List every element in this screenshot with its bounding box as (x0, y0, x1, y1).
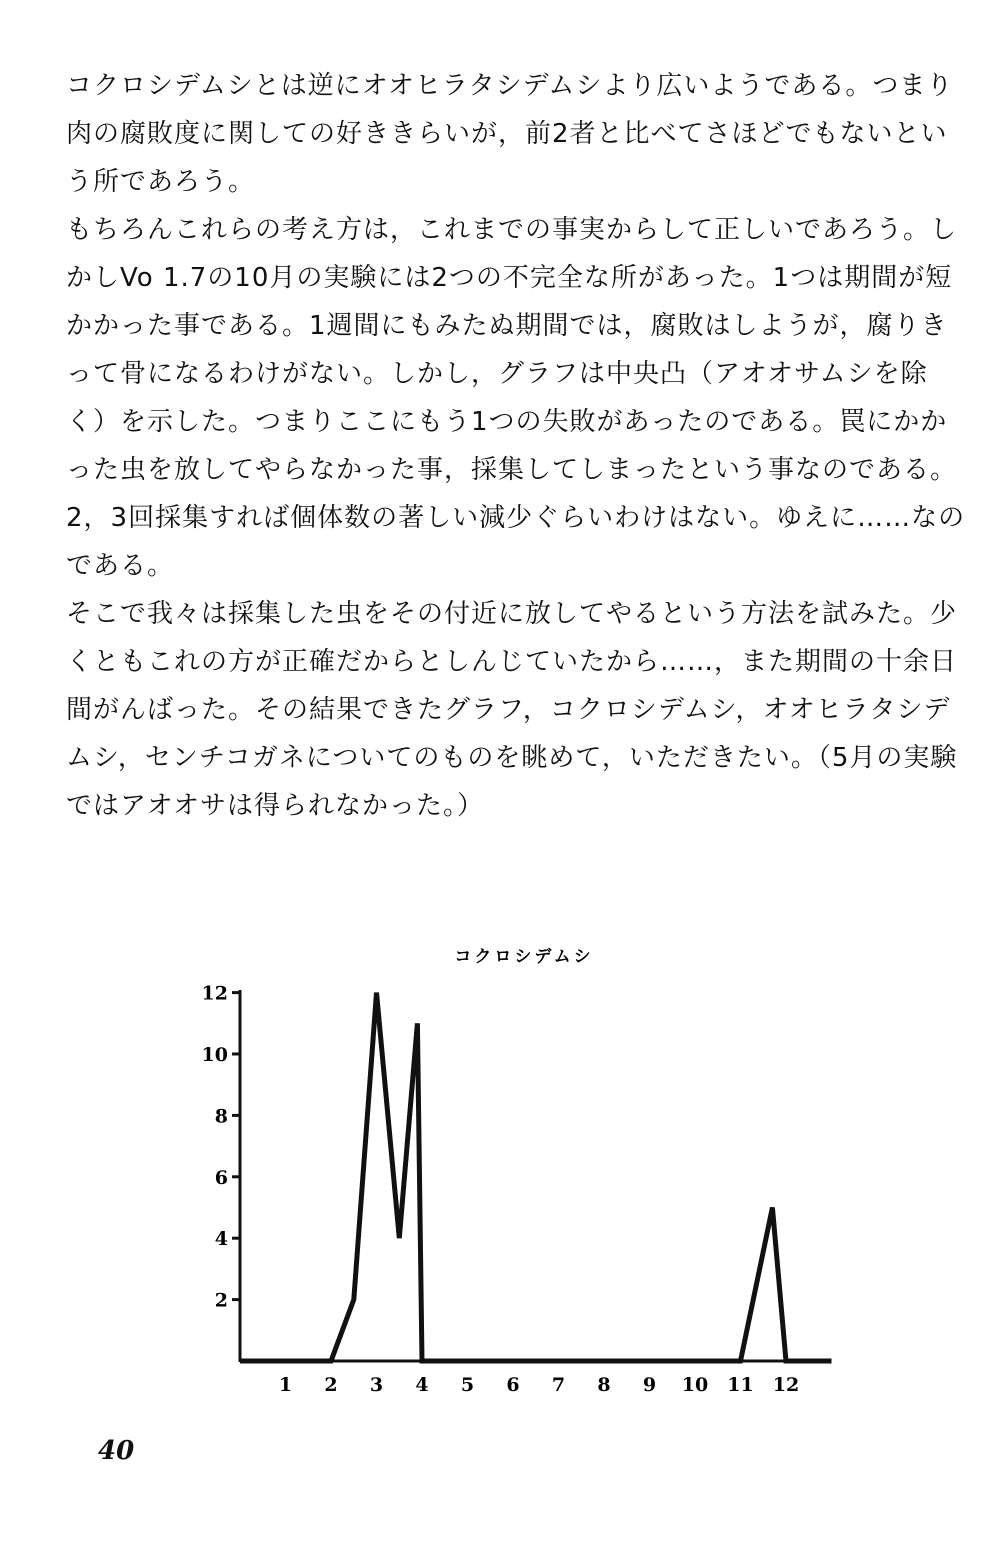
y-tick-label: 8 (214, 1105, 228, 1128)
x-tick-label: 3 (369, 1374, 384, 1396)
chart-title: コクロシデムシ (454, 947, 594, 967)
y-tick-label: 4 (214, 1228, 228, 1251)
y-tick-label: 2 (214, 1289, 228, 1312)
x-tick-label: 8 (597, 1374, 611, 1396)
y-tick-label: 12 (201, 982, 228, 1005)
x-tick-label: 6 (506, 1374, 520, 1396)
y-tick-label: 10 (201, 1044, 228, 1066)
x-tick-label: 7 (551, 1374, 566, 1396)
x-tick-label: 1 (278, 1374, 293, 1396)
x-tick-label: 5 (460, 1374, 475, 1396)
x-tick-label: 2 (324, 1374, 338, 1396)
y-tick-label: 6 (214, 1166, 228, 1189)
paragraph-3: そこで我々は採集した虫をその付近に放してやるという方法を試みた。少くともこれの方が正確だからとしんじていたから……，また期間の十余日間がんばった。その結果できたグラフ，コクロシデムシ，オオヒラタシデムシ，センチコガネについてのものを眺めて，いただきたい。（5月の実験ではアオオサは得られなかった。） (66, 599, 958, 821)
series-line (240, 993, 832, 1361)
kokuroshidemushi-chart (0, 920, 1000, 1400)
x-tick-label: 10 (681, 1374, 709, 1396)
body-text (66, 62, 966, 830)
paragraph-1: コクロシデムシとは逆にオオヒラタシデムシより広いようである。つまり肉の腐敗度に関しての好ききらいが，前2者と比べてさほどでもないという所であろう。 (66, 71, 954, 197)
x-tick-label: 4 (415, 1374, 429, 1396)
page-number: 40 (98, 1436, 135, 1466)
x-tick-label: 9 (642, 1374, 657, 1396)
paragraph-2: もちろんこれらの考え方は，これまでの事実からして正しいであろう。しかしVo 1.7の10月の実験には2つの不完全な所があった。1つは期間が短かかった事である。1週間にもみたぬ期間では，腐敗はしようが，腐りきって骨になるわけがない。しかし，グラフは中央凸（アオオサムシを除く）を示した。つまりここにもう1つの失敗があったのである。罠にかかった虫を放してやらなかった事，採集してしまったという事なのである。2，3回採集すれば個体数の著しい減少ぐらいわけはない。ゆえに……なのである。 (66, 215, 966, 581)
x-tick-label: 12 (772, 1374, 800, 1396)
x-tick-label: 11 (727, 1374, 754, 1396)
